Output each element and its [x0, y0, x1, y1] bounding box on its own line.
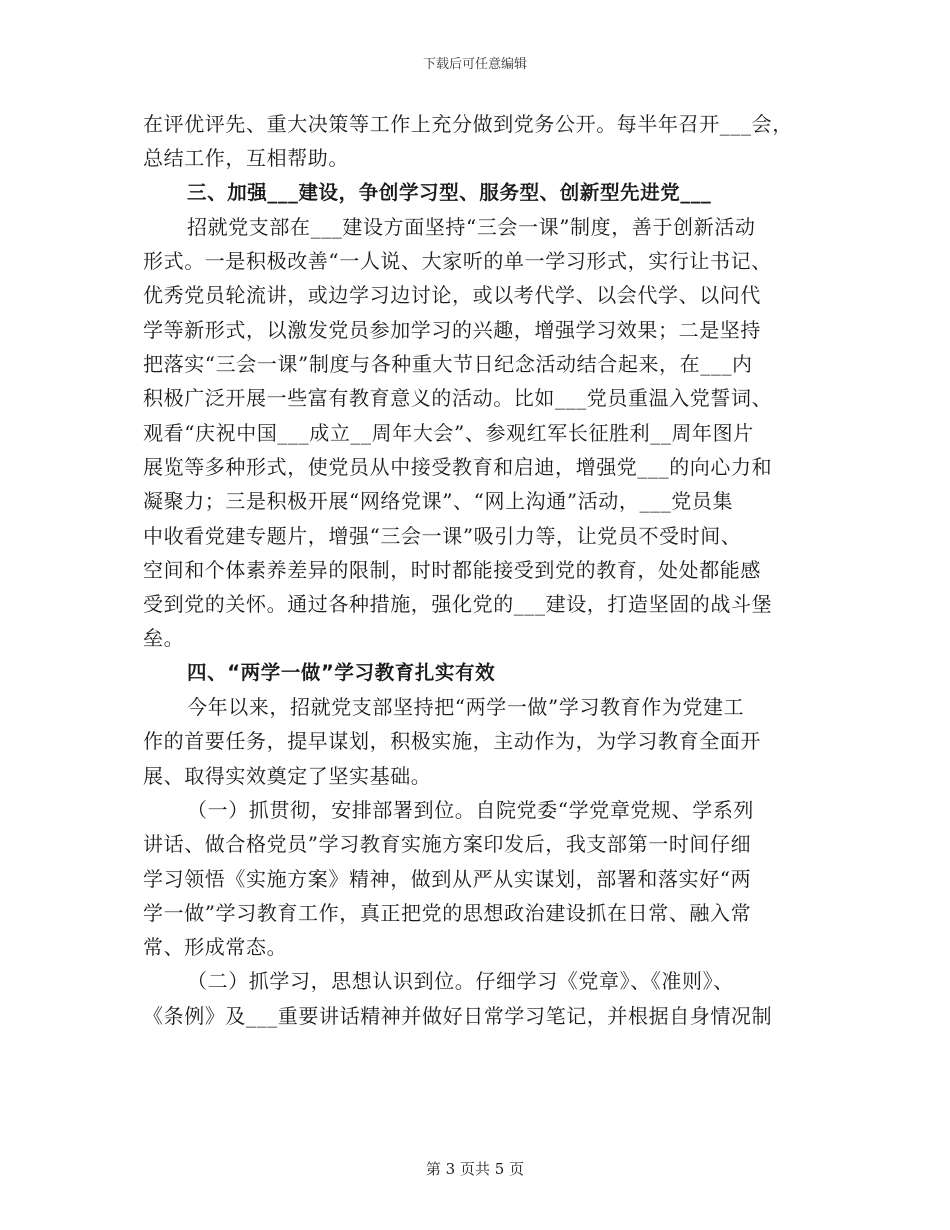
- paragraph-line: 学一做”学习教育工作，真正把党的思想政治建设抓在日常、融入常: [143, 900, 752, 925]
- paragraph-line: 空间和个体素养差异的限制，时时都能接受到党的教育，处处都能感: [143, 557, 761, 582]
- paragraph-line: 把落实“三会一课”制度与各种重大节日纪念活动结合起来，在___内: [143, 352, 753, 377]
- page-header: 下载后可任意编辑: [422, 57, 527, 72]
- paragraph-line: 作的首要任务，提早谋划，积极实施，主动作为，为学习教育全面开: [143, 729, 761, 754]
- paragraph-line: 观看“庆祝中国___成立__周年大会”、参观红军长征胜利__周年图片: [143, 420, 754, 445]
- paragraph-line: 学习领悟《实施方案》精神，做到从严从实谋划，部署和落实好“两: [143, 866, 752, 891]
- paragraph-line: 讲话、做合格党员”学习教育实施方案印发后，我支部第一时间仔细: [143, 832, 752, 857]
- paragraph-line: （二）抓学习，思想认识到位。仔细学习《党章》、《准则》、: [187, 969, 734, 994]
- paragraph-line: （一）抓贯彻，安排部署到位。自院党委“学党章党规、学系列: [187, 797, 755, 822]
- paragraph-line: 常、形成常态。: [143, 935, 288, 960]
- paragraph-line: 垒。: [143, 626, 185, 651]
- paragraph-line: 学等新形式，以激发党员参加学习的兴趣，增强学习效果；二是坚持: [143, 317, 761, 342]
- document-body: [143, 107, 818, 1033]
- paragraph-line: 积极广泛开展一些富有教育意义的活动。比如___党员重温入党誓词、: [143, 386, 773, 411]
- page-footer: 第 3 页共 5 页: [425, 1160, 525, 1178]
- paragraph-line: 受到党的关怀。通过各种措施，强化党的___建设，打造坚固的战斗堡: [143, 592, 773, 617]
- paragraph-line: 招就党支部在___建设方面坚持“三会一课”制度，善于创新活动: [187, 214, 756, 239]
- paragraph-line: 展览等多种形式，使党员从中接受教育和启迪，增强党___的向心力和: [143, 454, 773, 479]
- paragraph-line: 展、取得实效奠定了坚实基础。: [143, 763, 432, 788]
- section-heading: 四、“两学一做”学习教育扎实有效: [187, 660, 496, 684]
- paragraph-line: 《条例》及___重要讲话精神并做好日常学习笔记，并根据自身情况制: [143, 1003, 773, 1028]
- paragraph-line: 中收看党建专题片，增强“三会一课”吸引力等，让党员不受时间、: [143, 523, 742, 548]
- section-heading: 三、加强___建设，争创学习型、服务型、创新型先进党___: [187, 180, 712, 204]
- paragraph-line: 今年以来，招就党支部坚持把“两学一做”学习教育作为党建工: [187, 695, 745, 720]
- paragraph-line: 凝聚力；三是积极开展“网络党课”、“网上沟通”活动，___党员集: [143, 489, 734, 514]
- paragraph-line: 在评优评先、重大决策等工作上充分做到党务公开。每半年召开___会，: [143, 112, 793, 136]
- paragraph-line: 形式。一是积极改善“一人说、大家听的单一学习形式，实行让书记、: [143, 249, 772, 274]
- paragraph-line: 优秀党员轮流讲，或边学习边讨论，或以考代学、以会代学、以问代: [143, 283, 761, 308]
- paragraph-line: 总结工作，互相帮助。: [143, 146, 349, 171]
